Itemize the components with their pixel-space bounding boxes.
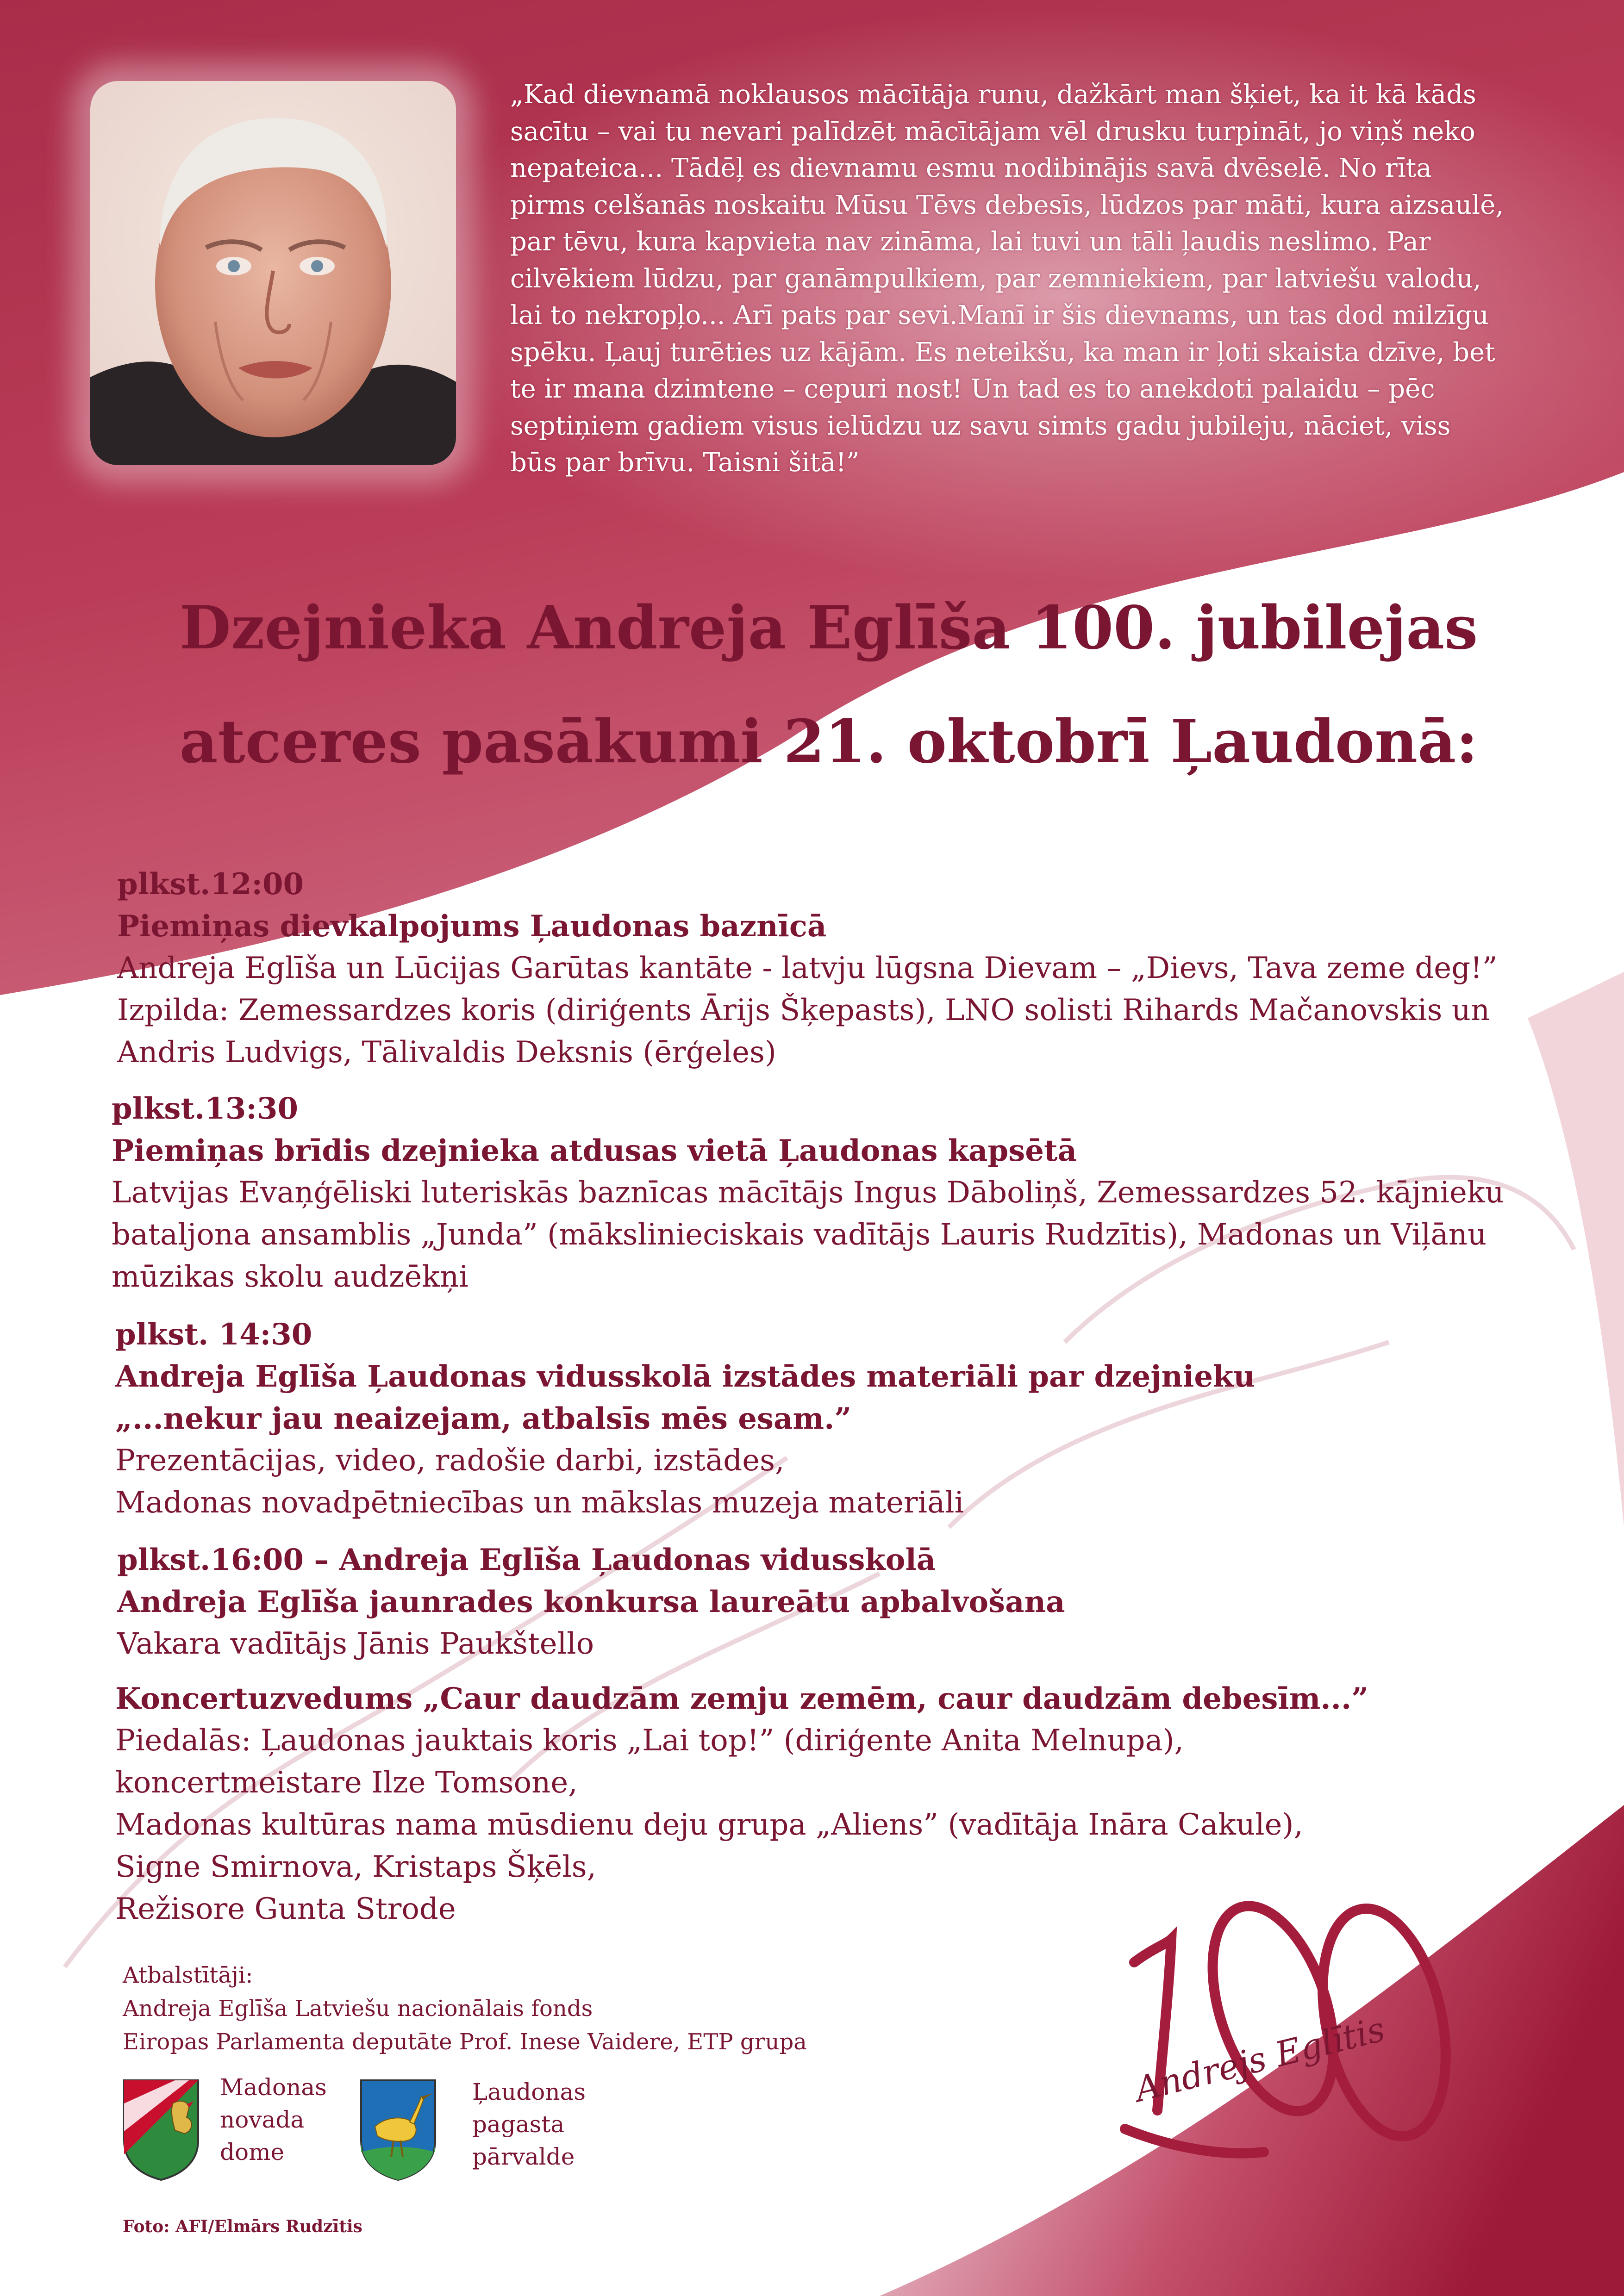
event-description: Andreja Eglīša un Lūcijas Garūtas kantāte - latvju lūgsna Dievam – „Dievs, Tava zeme deg!” Izpilda: Zemessardzes koris (diriģents Ārijs Šķepasts), LNO solisti Rihards Mačanovskis un Andris Ludvigs, Tālivaldis Deksnis (ērģeles) [117, 951, 1498, 1070]
event-block-4 [117, 1539, 1580, 1665]
page-title-line1: Dzejnieka Andreja Eglīša 100. jubilejas [179, 593, 1478, 663]
event-description: Latvijas Evaņģēliski luteriskās baznīcas mācītājs Ingus Dāboliņš, Zemessardzes 52. kājnieku bataljona ansamblis „Junda” (mākslinieciskais vadītājs Lauris Rudzītis), Madonas un Viļānu mūzikas skolu audzēkņi [112, 1176, 1504, 1294]
event-subheading: „...nekur jau neaizejam, atbalsīs mēs esam.” [115, 1401, 852, 1436]
event-heading: Andreja Eglīša jaunrades konkursa laureātu apbalvošana [117, 1585, 1065, 1619]
event-block-2 [112, 1088, 1574, 1298]
anniversary-100-logo [1102, 1870, 1518, 2203]
event-time: plkst.13:30 [112, 1091, 299, 1126]
laudona-coat-of-arms-icon [356, 2076, 440, 2182]
event-heading: Koncertuzvedums „Caur daudzām zemju zemēm, caur daudzām debesīm...” [115, 1681, 1369, 1716]
event-block-3 [115, 1313, 1578, 1524]
event-description: Vakara vadītājs Jānis Paukštello [117, 1627, 594, 1661]
event-time: plkst.12:00 [117, 867, 304, 902]
event-heading: Andreja Eglīša Ļaudonas vidusskolā izstādes materiāli par dzejnieku [115, 1359, 1255, 1394]
event-heading: Piemiņas brīdis dzejnieka atdusas vietā Ļaudonas kapsētā [112, 1133, 1077, 1168]
supporter-item: Andreja Eglīša Latviešu nacionālais fonds [123, 1996, 593, 2022]
event-block-1 [117, 863, 1580, 1074]
event-description: Prezentācijas, video, radošie darbi, izstādes, Madonas novadpētniecības un mākslas muzeja materiāli [115, 1444, 964, 1520]
supporter-item: Eiropas Parlamenta deputāte Prof. Inese Vaidere, ETP grupa [123, 2029, 807, 2055]
quote-text: „Kad dievnamā noklausos mācītāja runu, dažkārt man šķiet, ka it kā kāds sacītu – vai tu nevari palīdzēt mācītājam vēl drusku turpināt, jo viņš neko nepateica... Tādēļ es dievnamu esmu nodibinājis savā dvēselē. No rīta pirms celšanās noskaitu Mūsu Tēvs debesīs, lūdzos par māti, kura aizsaulē, par tēvu, kura kapvieta nav zināma, lai tuvi un tāli ļaudis neslimo. Par cilvēkiem lūdzu, par ganāmpulkiem, par zemniekiem, par latviešu valodu, lai to nekropļo... Arī pats par sevi.Manī ir šis dievnams, un tas dod milzīgu spēku. Ļauj turēties uz kājām. Es neteikšu, ka man ir ļoti skaista dzīve, bet te ir mana dzimtene – cepuri nost! Un tad es to anekdoti palaidu – pēc septiņiem gadiem visus ielūdzu uz savu simts gadu jubileju, nāciet, viss būs par brīvu. Taisni šitā!” [510, 80, 1504, 478]
event-time: plkst. 14:30 [115, 1317, 312, 1352]
page-title-line2: atceres pasākumi 21. oktobrī Ļaudonā: [179, 707, 1478, 777]
event-description: Piedalās: Ļaudonas jauktais koris „Lai top!” (diriģente Anita Melnupa), koncertmeistare Ilze Tomsone, Madonas kultūras nama mūsdienu deju grupa „Aliens” (vadītāja Ināra Cakule), Signe Smirnova, Kristaps Šķēls, Režisore Gunta Strode [115, 1724, 1303, 1926]
photo-credit: Foto: AFI/Elmārs Rudzītis [123, 2217, 362, 2236]
event-time: plkst.16:00 – Andreja Eglīša Ļaudonas vidusskolā [117, 1543, 936, 1577]
event-heading: Piemiņas dievkalpojums Ļaudonas baznīcā [117, 909, 827, 944]
supporters-section [123, 1959, 807, 2059]
supporters-label: Atbalstītāji: [123, 1962, 253, 1988]
portrait-photo [90, 81, 456, 465]
signature-text: Andrejs Eglītis [1131, 2009, 1389, 2110]
madona-coat-of-arms-icon [119, 2076, 203, 2182]
laudona-logo-label: Ļaudonas pagasta pārvalde [472, 2078, 586, 2170]
madona-logo-label: Madonas novada dome [220, 2074, 327, 2165]
